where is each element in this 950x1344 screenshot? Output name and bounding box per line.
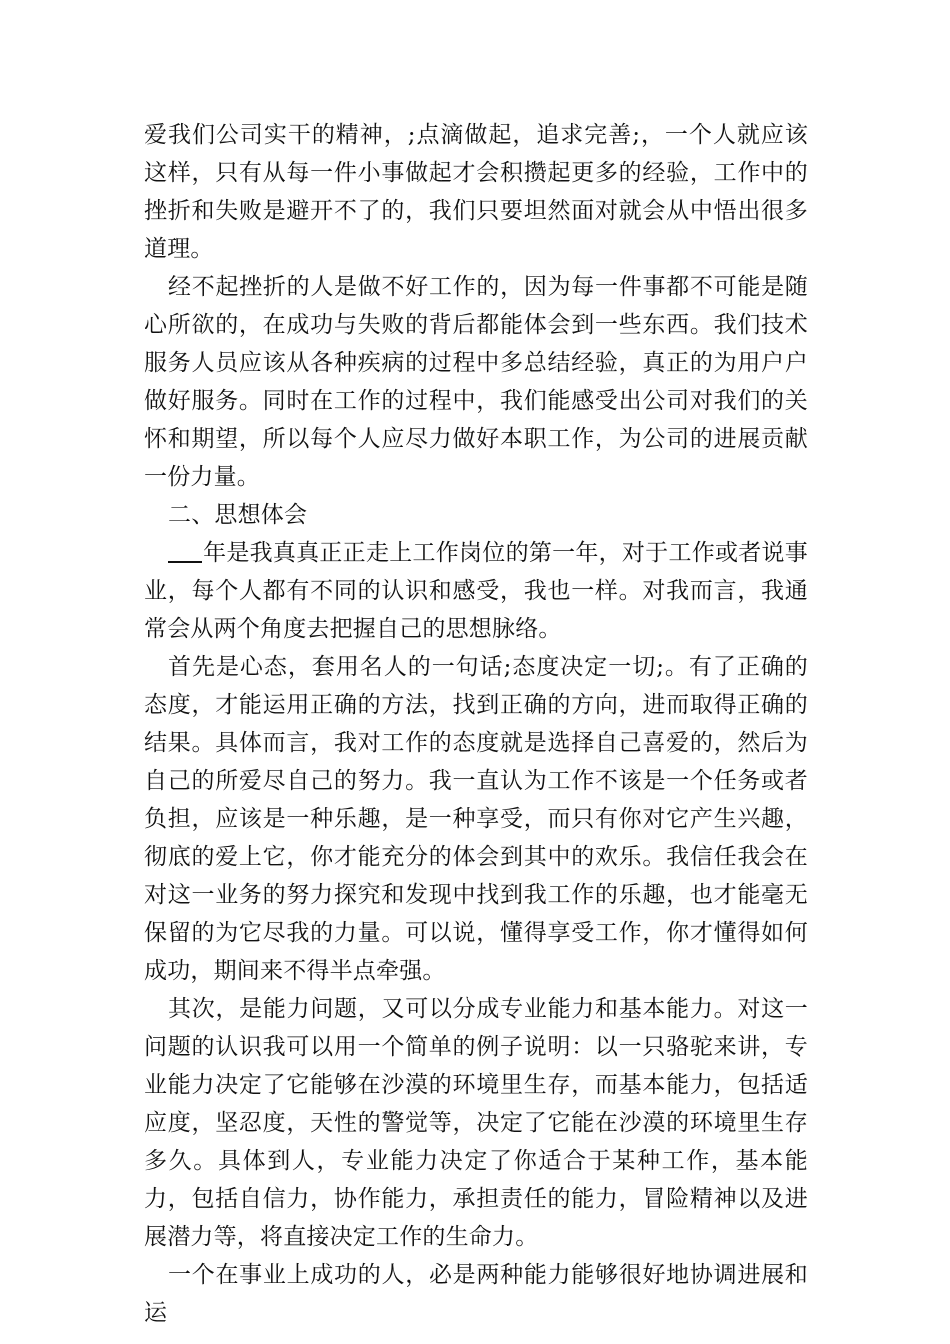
paragraph: 一个在事业上成功的人，必是两种能力能够很好地协调进展和运 — [144, 1262, 808, 1326]
paragraph: 首先是心态，套用名人的一句话;态度决定一切;。有了正确的态度，才能运用正确的方法，找到正确的方向，进而取得正确的结果。具体而言，我对工作的态度就是选择自己喜爱的，然后为自己的所爱尽自己的努力。我一直认为工作不该是一个任务或者负担，应该是一种乐趣，是一种享受，而只有你对它产生兴趣，彻底的爱上它，你才能充分的体会到其中的欢乐。我信任我会在对这一业务的努力探究和发现中找到我工作的乐趣，也才能毫无保留的为它尽我的力量。可以说，懂得享受工作，你才懂得如何成功，期间来不得半点牵强。 — [144, 654, 808, 984]
paragraph: 其次，是能力问题，又可以分成专业能力和基本能力。对这一问题的认识我可以用一个简单的例子说明：以一只骆驼来讲，专业能力决定了它能够在沙漠的环境里生存，而基本能力，包括适应度，坚忍度，天性的警觉等，决定了它能在沙漠的环境里生存多久。具体到人，专业能力决定了你适合于某种工作，基本能力，包括自信力，协作能力，承担责任的能力，冒险精神以及进展潜力等，将直接决定工作的生命力。 — [144, 996, 808, 1250]
section-heading: 二、思想体会 — [168, 502, 308, 528]
paragraph: 经不起挫折的人是做不好工作的，因为每一件事都不可能是随心所欲的，在成功与失败的背后都能体会到一些东西。我们技术服务人员应该从各种疾病的过程中多总结经验，真正的为用户户做好服务。同时在工作的过程中，我们能感受出公司对我们的关怀和期望，所以每个人应尽力做好本职工作，为公司的进展贡献一份力量。 — [144, 274, 808, 490]
paragraph — [144, 534, 808, 648]
fill-in-blank — [168, 539, 202, 563]
document-body — [144, 116, 808, 1332]
paragraph: 爱我们公司实干的精神，;点滴做起，追求完善;，一个人就应该这样，只有从每一件小事做起才会积攒起更多的经验，工作中的挫折和失败是避开不了的，我们只要坦然面对就会从中悟出很多道理。 — [144, 122, 808, 262]
paragraph-text: 年是我真真正正走上工作岗位的第一年，对于工作或者说事业，每个人都有不同的认识和感受，我也一样。对我而言，我通常会从两个角度去把握自己的思想脉络。 — [144, 540, 808, 642]
